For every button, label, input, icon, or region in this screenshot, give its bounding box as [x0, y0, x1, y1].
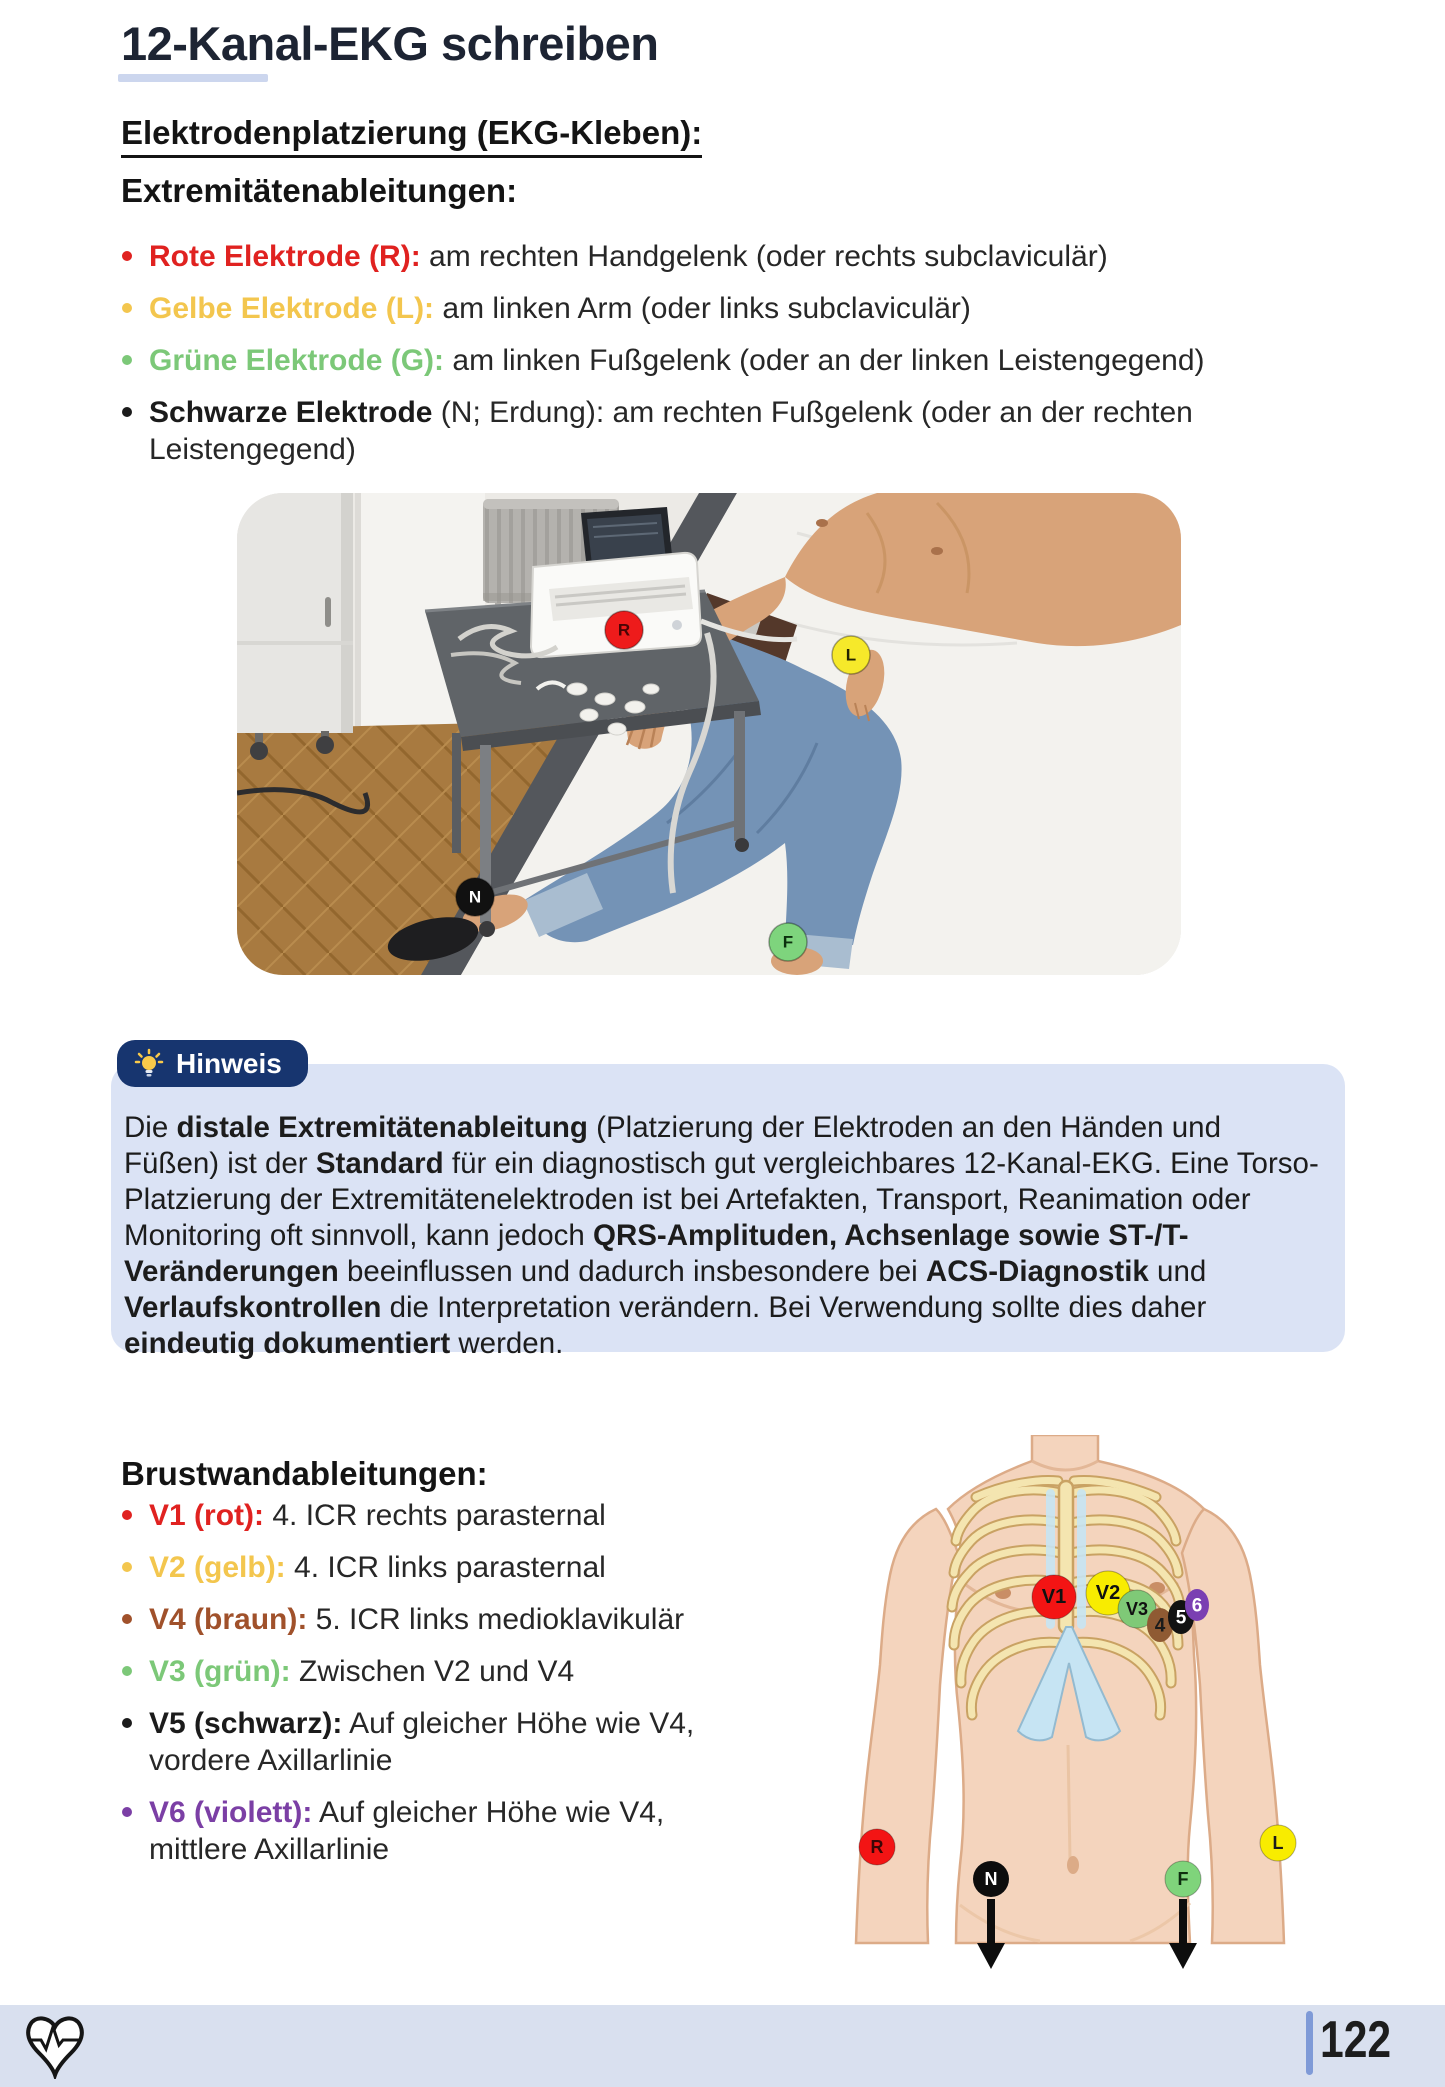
torso-label-V1 [1032, 1575, 1076, 1619]
bullet-dot [122, 1666, 132, 1676]
svg-text:V1: V1 [1041, 1586, 1067, 1608]
lead-label: V5 (schwarz): [149, 1707, 343, 1740]
photo-label-N [456, 878, 494, 916]
lead-text: am linken Fußgelenk (oder an der linken Leistengegend) [444, 344, 1205, 377]
footer-band [0, 2005, 1445, 2087]
svg-text:N: N [984, 1869, 998, 1889]
hinweis-title: Hinweis [176, 1047, 282, 1079]
limb-leads-heading: Extremitätenableitungen: [121, 172, 518, 209]
bullet-dot [122, 303, 132, 313]
page-number: 122 [1320, 2011, 1392, 2069]
svg-text:4: 4 [1154, 1615, 1166, 1637]
chest-electrode-diagram [840, 1435, 1310, 1975]
lead-label: Gelbe Elektrode (L): [149, 292, 435, 325]
torso-label-F [1165, 1861, 1201, 1897]
limb-lead-item-yellow [121, 290, 1376, 327]
lead-text: Auf gleicher Höhe wie V4, vordere Axillarlinie [149, 1707, 695, 1777]
chest-lead-item-v2 [121, 1549, 721, 1586]
torso-illustration [840, 1435, 1310, 1975]
chest-lead-item-v1 [121, 1497, 721, 1534]
lead-label: V1 (rot): [149, 1499, 264, 1532]
chest-leads-list [121, 1497, 721, 1883]
chest-lead-item-v5 [121, 1705, 721, 1779]
title-underline-decoration [118, 74, 268, 82]
lead-label: V6 (violett): [149, 1796, 313, 1829]
torso-label-R [859, 1829, 895, 1865]
lead-text: am linken Arm (oder links subclaviculär) [434, 292, 971, 325]
lead-label: V2 (gelb): [149, 1551, 286, 1584]
lead-text: (N; Erdung): am rechten Fußgelenk (oder an der rechten Leistengegend) [149, 396, 1193, 466]
svg-text:N: N [468, 887, 482, 907]
bullet-dot [122, 1807, 132, 1817]
photo-label-L [832, 636, 870, 674]
bullet-dot [122, 1718, 132, 1728]
lead-label: V3 (grün): [149, 1655, 291, 1688]
lead-label: V4 (braun): [149, 1603, 308, 1636]
svg-text:R: R [617, 620, 631, 640]
lead-text: 4. ICR links parasternal [285, 1551, 606, 1584]
lead-text: 5. ICR links medioklavikulär [307, 1603, 685, 1636]
svg-text:F: F [1177, 1869, 1189, 1889]
lead-text: 4. ICR rechts parasternal [264, 1499, 606, 1532]
limb-leads-list [121, 238, 1376, 483]
svg-text:V3: V3 [1125, 1599, 1149, 1619]
lead-label: Grüne Elektrode (G): [149, 344, 445, 377]
svg-text:5: 5 [1175, 1607, 1187, 1629]
heart-ecg-logo [22, 2013, 88, 2079]
ekg-room-illustration [237, 493, 1181, 975]
hinweis-box [111, 1064, 1345, 1360]
page-title: 12-Kanal-EKG schreiben [121, 17, 659, 70]
svg-text:F: F [782, 932, 794, 952]
torso-label-V6 [1185, 1589, 1209, 1621]
svg-text:R: R [870, 1837, 884, 1857]
hinweis-paragraph: Die distale Extremitätenableitung (Platzierung der Elektroden an den Händen und Füßen) ist der Standard für ein diagnostisch gut vergleichbares 12-Kanal-EKG. Eine Torso-Platzierung der Extremitätenelektroden ist bei Artefakten, Transport, Reanimation oder Monitoring oft sinnvoll, kann jedoch QRS-Amplituden, Achsenlage sowie ST-/T-Veränderungen beeinflussen und dadurch insbesondere bei ACS-Diagnostik und Verlaufskontrollen die Interpretation verändern. Bei Verwendung sollte dies daher eindeutig dokumentiert werden. [124, 1111, 1319, 1360]
bullet-dot [122, 1562, 132, 1572]
lead-text: am rechten Handgelenk (oder rechts subclaviculär) [420, 240, 1108, 273]
ekg-room-photo [237, 493, 1181, 975]
placement-heading: Elektrodenplatzierung (EKG-Kleben): [121, 114, 702, 158]
chest-leads-heading: Brustwandableitungen: [121, 1455, 488, 1492]
navel [1067, 1856, 1079, 1874]
svg-text:6: 6 [1191, 1595, 1203, 1617]
cabinet [237, 493, 353, 760]
svg-text:L: L [845, 645, 857, 665]
limb-lead-item-red [121, 238, 1376, 275]
lead-label: Rote Elektrode (R): [149, 240, 421, 273]
limb-lead-item-black [121, 394, 1376, 468]
page-number-bar [1306, 2011, 1313, 2075]
hinweis-pill [117, 1040, 308, 1087]
photo-label-R [605, 611, 643, 649]
limb-lead-item-green [121, 342, 1376, 379]
bullet-dot [122, 251, 132, 261]
chest-lead-item-v6 [121, 1794, 721, 1868]
lead-label: Schwarze Elektrode [149, 396, 433, 429]
torso-label-N [973, 1861, 1009, 1897]
lightbulb-icon [133, 1048, 165, 1080]
chest-lead-item-v3 [121, 1653, 721, 1690]
right-arm [856, 1509, 958, 1943]
bullet-dot [122, 407, 132, 417]
svg-text:L: L [1272, 1833, 1284, 1853]
bullet-dot [122, 1510, 132, 1520]
bullet-dot [122, 1614, 132, 1624]
torso-label-L [1260, 1825, 1296, 1861]
svg-text:V2: V2 [1095, 1582, 1121, 1604]
chest-lead-item-v4 [121, 1601, 721, 1638]
photo-label-F [769, 923, 807, 961]
lead-text: Auf gleicher Höhe wie V4, mittlere Axillarlinie [149, 1796, 665, 1866]
lead-text: Zwischen V2 und V4 [290, 1655, 575, 1688]
bullet-dot [122, 355, 132, 365]
